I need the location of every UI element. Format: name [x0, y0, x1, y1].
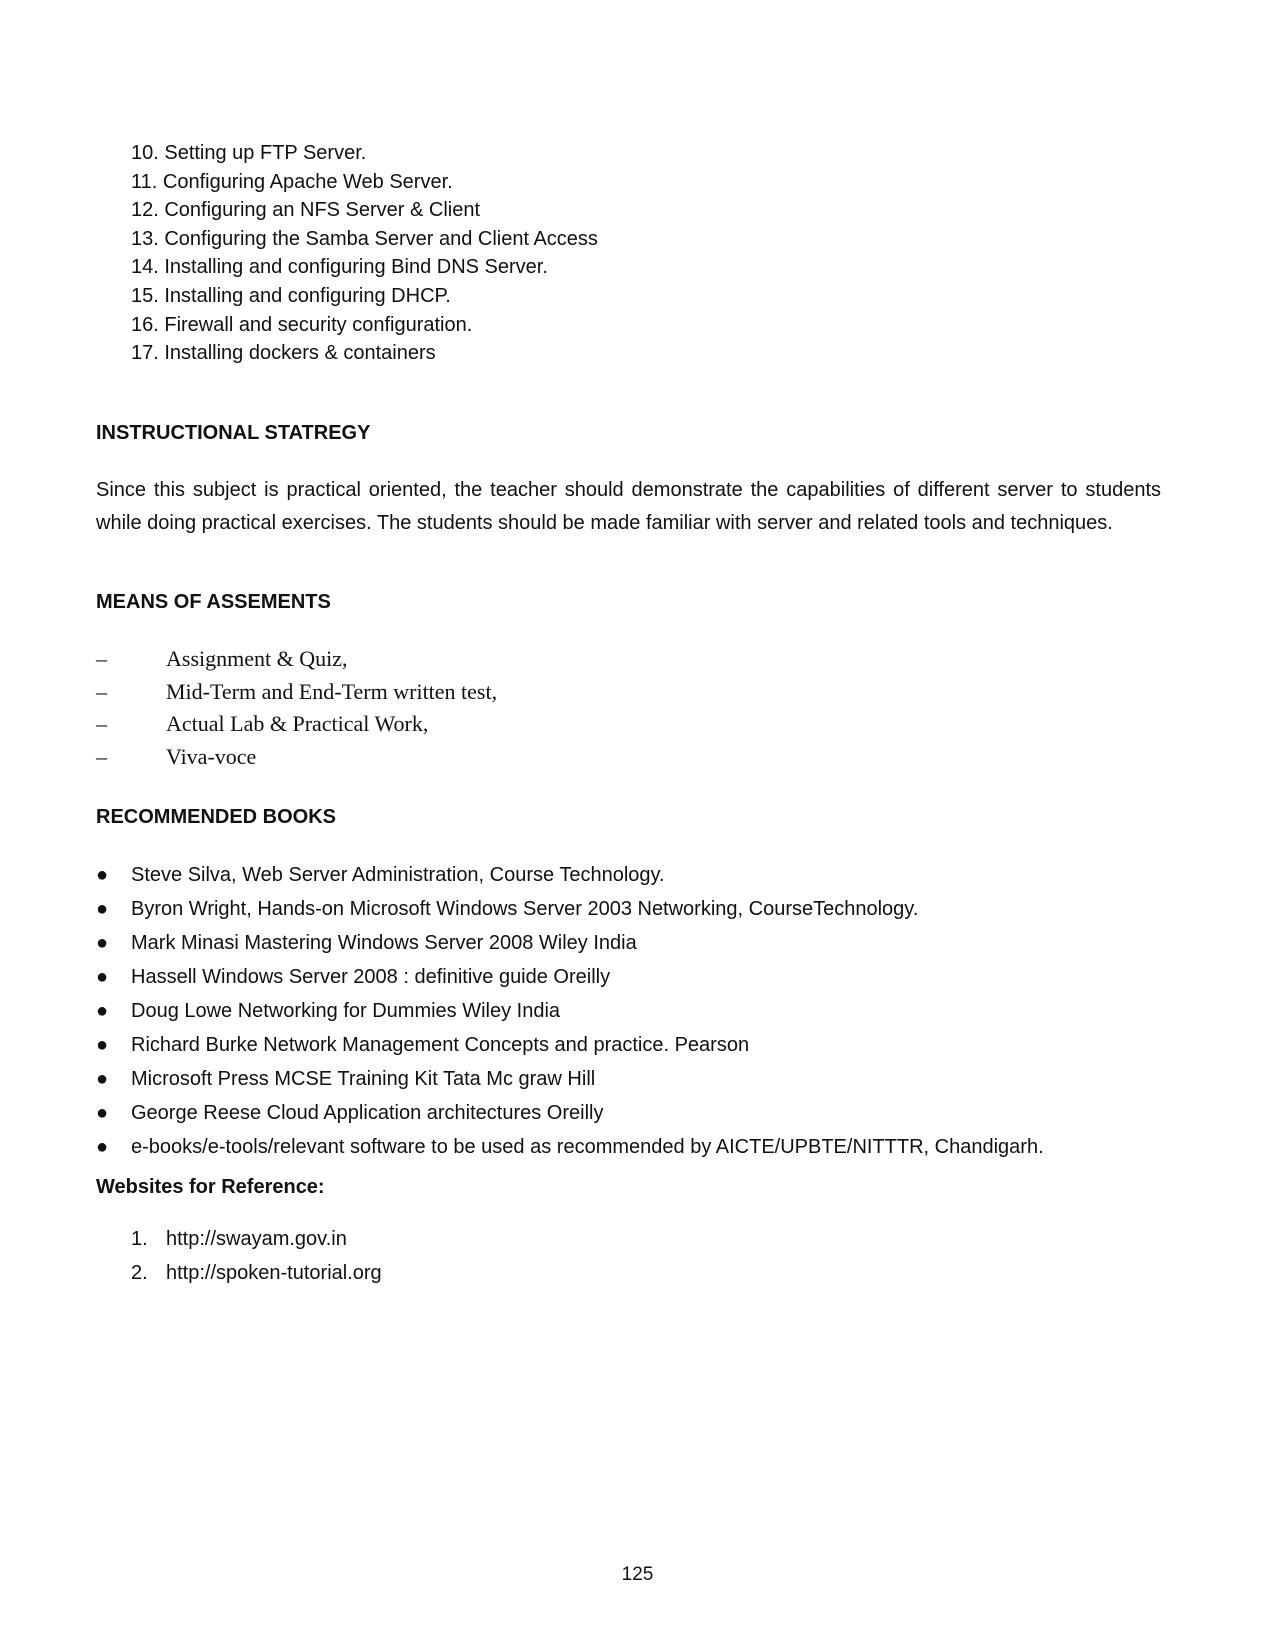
assessment-list	[96, 643, 497, 773]
list-item	[96, 892, 1044, 926]
website-link[interactable]: http://spoken-tutorial.org	[166, 1261, 382, 1284]
list-item-text: Doug Lowe Networking for Dummies Wiley India	[131, 1000, 561, 1022]
list-item-text: Assignment & Quiz,	[166, 646, 348, 671]
list-item	[96, 1062, 1044, 1096]
list-item: 14. Installing and configuring Bind DNS Server.	[131, 256, 548, 279]
bullet-icon: ●	[96, 1068, 109, 1090]
list-item-text: Mark Minasi Mastering Windows Server 2008 Wiley India	[131, 932, 637, 954]
list-item	[131, 1223, 382, 1257]
recommended-books-heading: RECOMMENDED BOOKS	[96, 806, 337, 828]
list-item-text: Hassell Windows Server 2008 : definitive guide Oreilly	[131, 966, 611, 988]
list-item-text: e-books/e-tools/relevant software to be used as recommended by AICTE/UPBTE/NITTTR, Chandigarh.	[131, 1136, 1044, 1158]
instructional-strategy-text: Since this subject is practical oriented, the teacher should demonstrate the capabilities of different server to students while doing practical exercises. The students should be made familiar with server and related tools and techniques.	[96, 479, 1161, 534]
assessment-heading: MEANS OF ASSEMENTS	[96, 591, 331, 613]
list-item: 13. Configuring the Samba Server and Client Access	[131, 227, 598, 250]
list-item-text: Actual Lab & Practical Work,	[166, 711, 429, 737]
list-item	[96, 708, 497, 741]
page-number: 125	[621, 1564, 654, 1585]
list-item	[96, 1130, 1044, 1164]
list-item	[96, 926, 1044, 960]
books-list	[96, 858, 1044, 1164]
list-item	[131, 1257, 382, 1291]
list-item-text: Richard Burke Network Management Concepts and practice. Pearson	[131, 1034, 750, 1056]
instructional-strategy-heading: INSTRUCTIONAL STATREGY	[96, 422, 371, 444]
websites-heading: Websites for Reference:	[96, 1176, 325, 1198]
list-number: 1.	[131, 1228, 148, 1250]
bullet-icon: ●	[96, 1000, 109, 1022]
list-number: 2.	[131, 1261, 148, 1284]
list-item-text: Byron Wright, Hands-on Microsoft Windows Server 2003 Networking, CourseTechnology.	[131, 898, 919, 920]
list-item: 11. Configuring Apache Web Server.	[131, 170, 453, 193]
list-item	[96, 960, 1044, 994]
list-item	[96, 994, 1044, 1028]
list-item: 10. Setting up FTP Server.	[131, 142, 367, 164]
dash-marker: –	[96, 646, 107, 671]
list-item	[96, 1096, 1044, 1130]
practicals-list	[131, 139, 598, 368]
list-item-text: Viva-voce	[166, 743, 257, 769]
bullet-icon: ●	[96, 1102, 109, 1124]
dash-marker: –	[96, 711, 107, 737]
list-item	[96, 858, 1044, 892]
bullet-icon: ●	[96, 966, 109, 988]
website-link[interactable]: http://swayam.gov.in	[166, 1228, 347, 1250]
websites-list	[131, 1223, 382, 1290]
list-item: 16. Firewall and security configuration.	[131, 313, 473, 336]
list-item	[96, 1028, 1044, 1062]
dash-marker: –	[96, 743, 107, 769]
list-item-text: Mid-Term and End-Term written test,	[166, 678, 498, 704]
bullet-icon: ●	[96, 932, 109, 954]
list-item-text: George Reese Cloud Application architectures Oreilly	[131, 1102, 604, 1124]
bullet-icon: ●	[96, 1034, 109, 1056]
list-item-text: Microsoft Press MCSE Training Kit Tata Mc graw Hill	[131, 1068, 596, 1090]
list-item-text: Steve Silva, Web Server Administration, Course Technology.	[131, 864, 665, 886]
list-item	[96, 676, 497, 709]
list-item	[96, 643, 497, 676]
bullet-icon: ●	[96, 864, 109, 886]
dash-marker: –	[96, 678, 107, 704]
bullet-icon: ●	[96, 1136, 109, 1158]
list-item	[96, 741, 497, 774]
list-item: 15. Installing and configuring DHCP.	[131, 284, 451, 307]
list-item: 12. Configuring an NFS Server & Client	[131, 199, 481, 222]
bullet-icon: ●	[96, 898, 109, 920]
list-item: 17. Installing dockers & containers	[131, 342, 436, 365]
